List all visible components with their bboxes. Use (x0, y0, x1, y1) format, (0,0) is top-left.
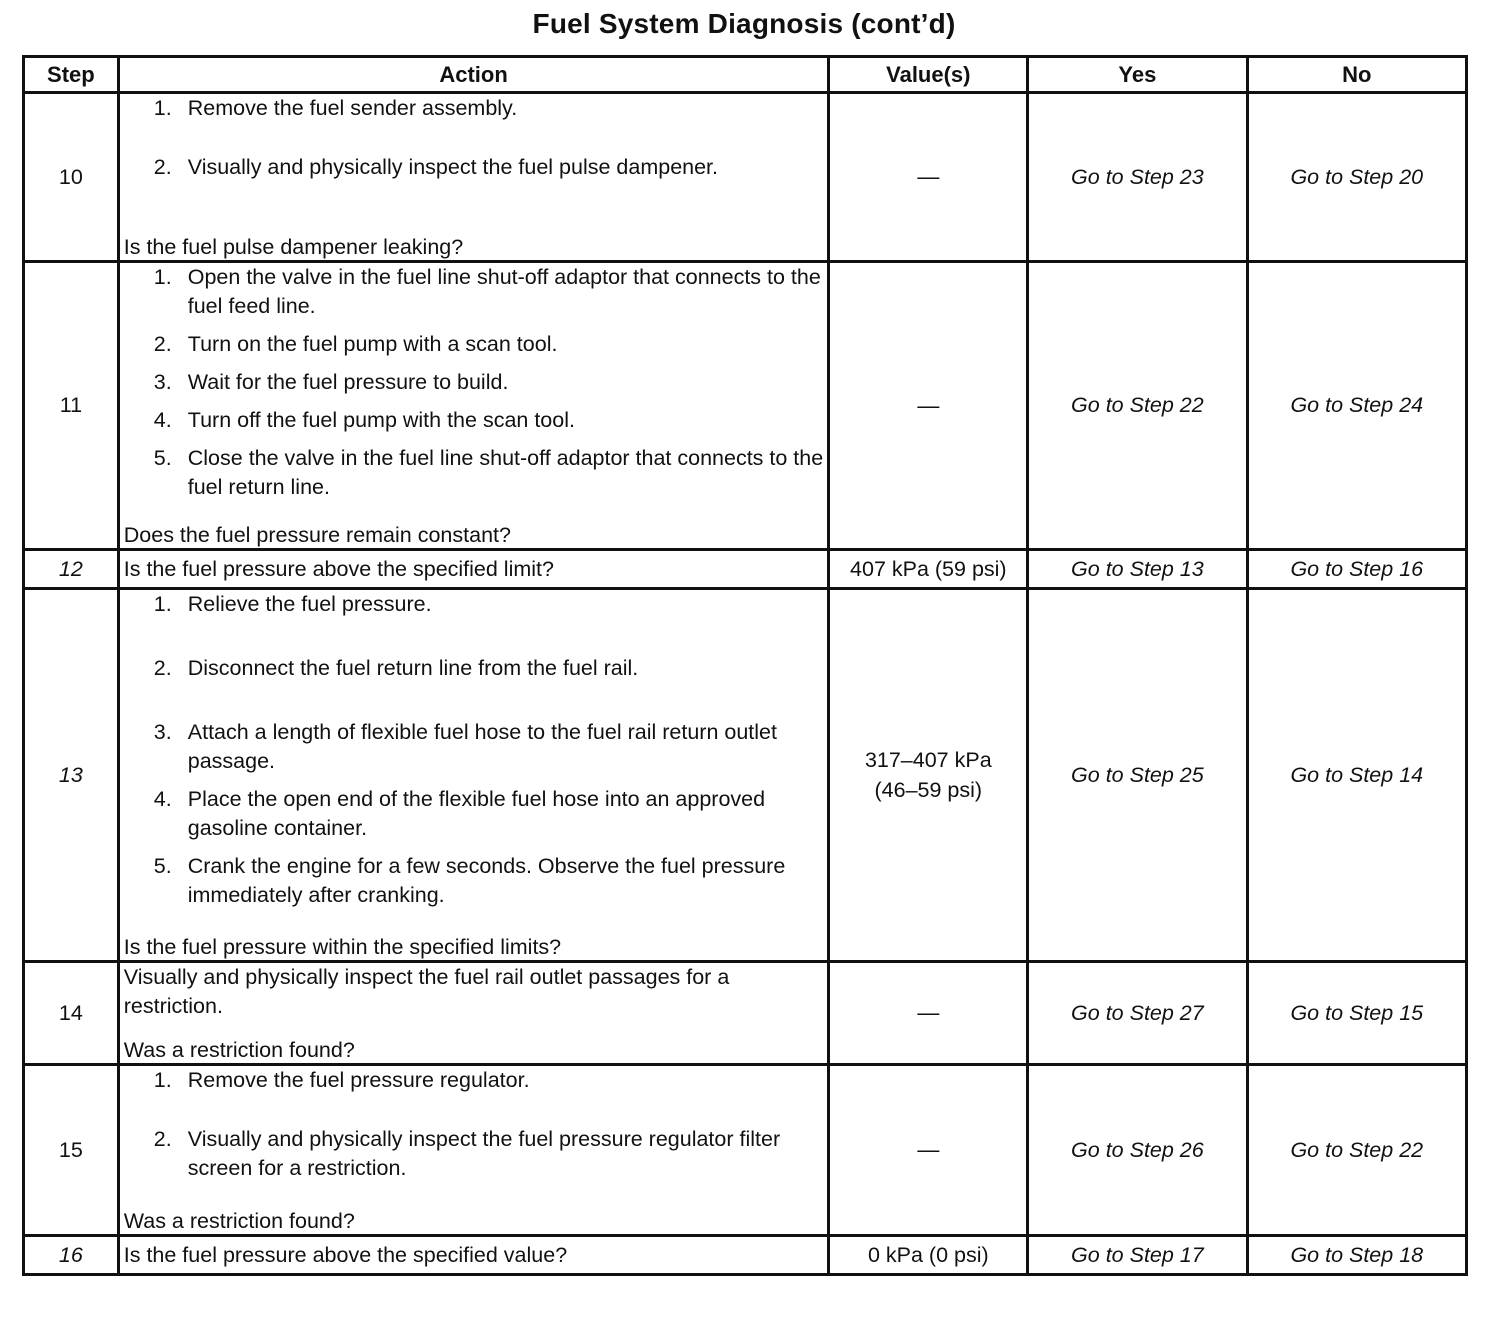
table-row (24, 962, 1467, 1065)
yes-link[interactable]: Go to Step 17 (1028, 1236, 1247, 1275)
table-row (24, 1065, 1467, 1236)
value-cell: — (829, 962, 1028, 1065)
yes-link[interactable]: Go to Step 22 (1028, 262, 1247, 550)
step-number: 13 (24, 589, 119, 962)
step-question: Is the fuel pressure within the specified limits? (123, 935, 562, 959)
yes-link[interactable]: Go to Step 26 (1028, 1065, 1247, 1236)
yes-link[interactable]: Go to Step 25 (1028, 589, 1247, 962)
action-cell (118, 1065, 829, 1236)
value-cell (829, 589, 1028, 962)
list-item: 1. Remove the fuel pressure regulator. (153, 1068, 530, 1092)
value-cell: — (829, 1065, 1028, 1236)
action-cell (118, 962, 829, 1065)
no-link[interactable]: Go to Step 16 (1247, 550, 1466, 589)
list-item: 2. Turn on the fuel pump with a scan tool. (153, 332, 558, 356)
action-cell (118, 93, 829, 262)
step-question: Is the fuel pressure above the specified value? (118, 1236, 829, 1275)
action-steps (124, 94, 824, 191)
table-row (24, 1236, 1467, 1275)
action-cell (118, 589, 829, 962)
list-item: 3. Wait for the fuel pressure to build. (153, 370, 509, 394)
no-link[interactable]: Go to Step 22 (1247, 1065, 1466, 1236)
list-item: 1. Open the valve in the fuel line shut-off adaptor that connects to the fuel feed line. (153, 265, 821, 318)
value-cell: 0 kPa (0 psi) (829, 1236, 1028, 1275)
list-item: 4. Place the open end of the flexible fuel hose into an approved gasoline container. (153, 787, 766, 840)
list-item: 2. Visually and physically inspect the fuel pressure regulator filter screen for a restriction. (153, 1127, 781, 1180)
action-cell (118, 262, 829, 550)
step-question: Is the fuel pulse dampener leaking? (123, 235, 464, 259)
header-step: Step (24, 57, 119, 93)
step-number: 10 (24, 93, 119, 262)
list-item: 1. Relieve the fuel pressure. (153, 592, 432, 616)
list-item: 2. Visually and physically inspect the fuel pulse dampener. (153, 155, 719, 179)
yes-link[interactable]: Go to Step 23 (1028, 93, 1247, 262)
list-item: 3. Attach a length of flexible fuel hose to the fuel rail return outlet passage. (153, 720, 777, 773)
no-link[interactable]: Go to Step 20 (1247, 93, 1466, 262)
diagnosis-table (22, 55, 1468, 1276)
header-values: Value(s) (829, 57, 1028, 93)
table-row (24, 93, 1467, 262)
yes-link[interactable]: Go to Step 27 (1028, 962, 1247, 1065)
action-steps (124, 263, 824, 511)
page-title: Fuel System Diagnosis (cont’d) (532, 8, 956, 39)
header-no: No (1247, 57, 1466, 93)
list-item: 5. Crank the engine for a few seconds. Observe the fuel pressure immediately after cranking. (153, 854, 786, 907)
list-item: 4. Turn off the fuel pump with the scan tool. (153, 408, 575, 432)
header-action: Action (118, 57, 829, 93)
header-row (24, 57, 1467, 93)
step-question: Was a restriction found? (123, 1038, 355, 1062)
action-steps (124, 590, 824, 919)
step-question: Does the fuel pressure remain constant? (123, 523, 511, 547)
step-question: Is the fuel pressure above the specified limit? (118, 550, 829, 589)
table-row (24, 262, 1467, 550)
value-line: (46–59 psi) (874, 778, 983, 802)
step-number: 12 (24, 550, 119, 589)
step-number: 16 (24, 1236, 119, 1275)
no-link[interactable]: Go to Step 24 (1247, 262, 1466, 550)
value-cell: — (829, 262, 1028, 550)
step-question: Was a restriction found? (123, 1209, 355, 1233)
no-link[interactable]: Go to Step 15 (1247, 962, 1466, 1065)
value-cell: 407 kPa (59 psi) (829, 550, 1028, 589)
yes-link[interactable]: Go to Step 13 (1028, 550, 1247, 589)
step-number: 15 (24, 1065, 119, 1236)
action-steps (124, 1066, 824, 1192)
header-yes: Yes (1028, 57, 1247, 93)
step-number: 14 (24, 962, 119, 1065)
list-item: 2. Disconnect the fuel return line from the fuel rail. (153, 656, 639, 680)
no-link[interactable]: Go to Step 18 (1247, 1236, 1466, 1275)
no-link[interactable]: Go to Step 14 (1247, 589, 1466, 962)
step-instruction: Visually and physically inspect the fuel rail outlet passages for a restriction. (123, 965, 730, 1018)
step-number: 11 (24, 262, 119, 550)
list-item: 1. Remove the fuel sender assembly. (153, 96, 518, 120)
table-row (24, 589, 1467, 962)
list-item: 5. Close the valve in the fuel line shut-off adaptor that connects to the fuel return line. (153, 446, 824, 499)
table-row (24, 550, 1467, 589)
value-cell: — (829, 93, 1028, 262)
value-line: 317–407 kPa (864, 748, 992, 772)
